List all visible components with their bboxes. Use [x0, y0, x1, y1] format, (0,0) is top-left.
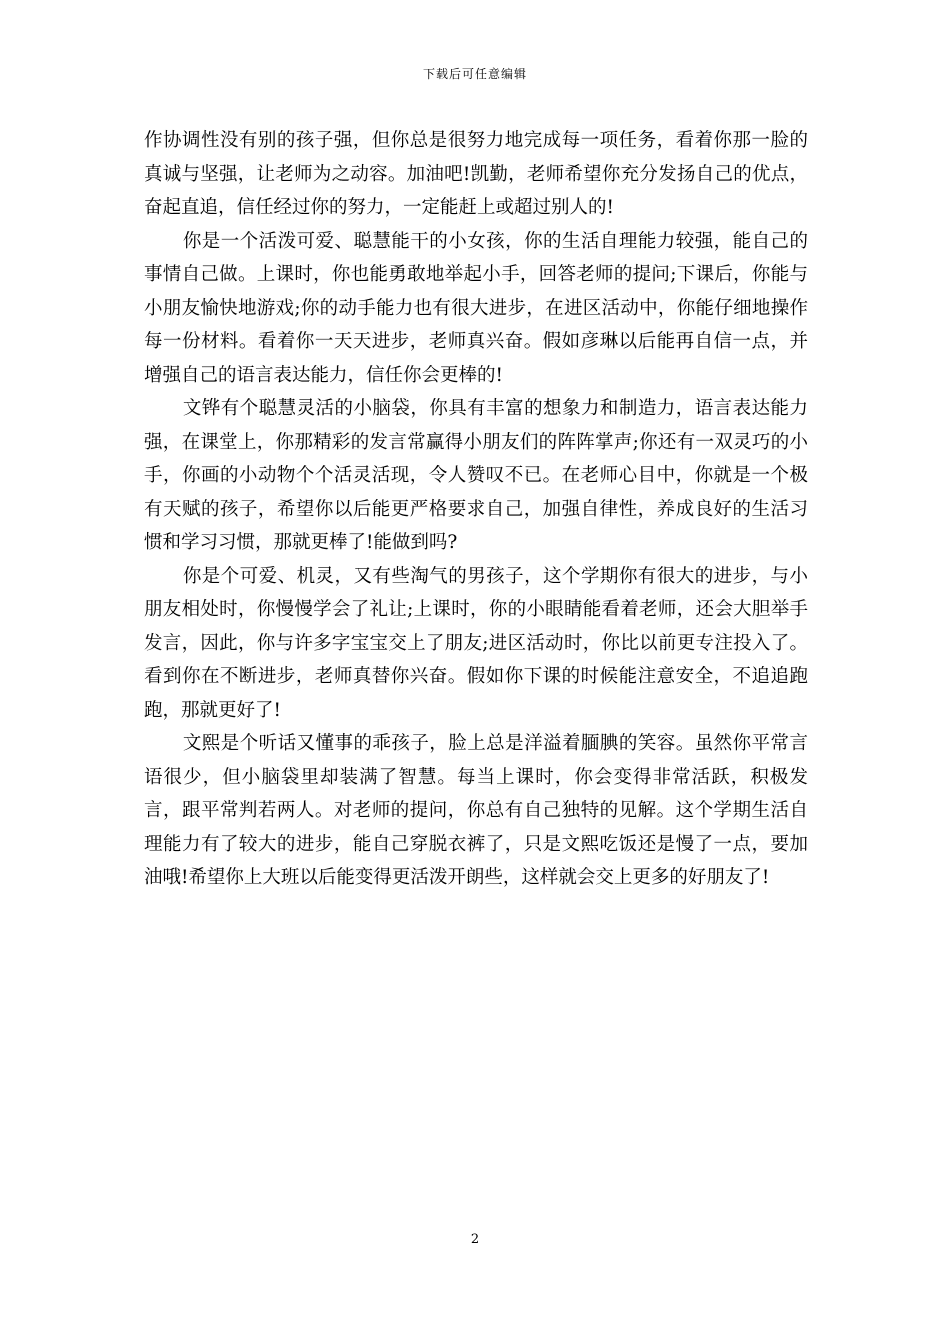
page-header: 下载后可任意编辑	[422, 67, 527, 81]
paragraph: 文熙是个听话又懂事的乖孩子，脸上总是洋溢着腼腆的笑容。虽然你平常言语很少，但小脑袋里却装满了智慧。每当上课时，你会变得非常活跃，积极发言，跟平常判若两人。对老师的提问，你总有自己独特的见解。这个学期生活自理能力有了较大的进步，能自己穿脱衣裤了，只是文熙吃饭还是慢了一点，要加油哦!希望你上大班以后能变得更活泼开朗些，这样就会交上更多的好朋友了!	[144, 733, 808, 888]
paragraph: 你是一个活泼可爱、聪慧能干的小女孩，你的生活自理能力较强，能自己的事情自己做。上课时，你也能勇敢地举起小手，回答老师的提问;下课后，你能与小朋友愉快地游戏;你的动手能力也有很大进步，在进区活动中，你能仔细地操作每一份材料。看着你一天天进步，老师真兴奋。假如彦琳以后能再自信一点，并增强自己的语言表达能力，信任你会更棒的!	[144, 230, 808, 386]
document-body	[144, 124, 808, 895]
page-number: 2	[470, 1232, 480, 1247]
paragraph-continued: 作协调性没有别的孩子强，但你总是很努力地完成每一项任务，看着你那一脸的真诚与坚强，让老师为之动容。加油吧!凯勤，老师希望你充分发扬自己的优点，奋起直追，信任经过你的努力，一定能赶上或超过别人的!	[144, 130, 809, 218]
paragraph: 你是个可爱、机灵，又有些淘气的男孩子，这个学期你有很大的进步，与小朋友相处时，你慢慢学会了礼让;上课时，你的小眼睛能看着老师，还会大胆举手发言，因此，你与许多字宝宝交上了朋友;进区活动时，你比以前更专注投入了。看到你在不断进步，老师真替你兴奋。假如你下课的时候能注意安全，不追追跑跑，那就更好了!	[144, 565, 808, 721]
paragraph: 文铧有个聪慧灵活的小脑袋，你具有丰富的想象力和制造力，语言表达能力强，在课堂上，你那精彩的发言常赢得小朋友们的阵阵掌声;你还有一双灵巧的小手，你画的小动物个个活灵活现，令人赞叹不已。在老师心目中，你就是一个极有天赋的孩子，希望你以后能更严格要求自己，加强自律性，养成良好的生活习惯和学习习惯，那就更棒了!能做到吗?	[144, 398, 808, 553]
